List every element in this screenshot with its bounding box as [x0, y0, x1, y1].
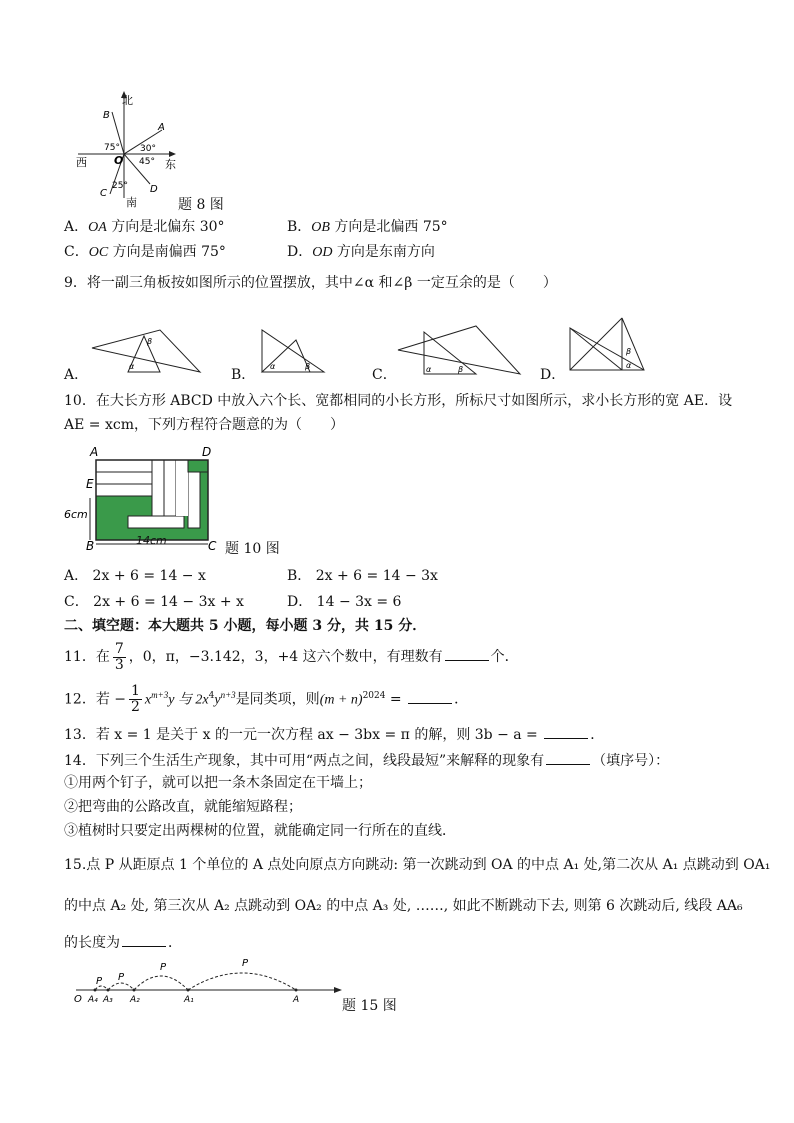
- q8-west-label: 西: [76, 156, 87, 169]
- q13-answer-blank[interactable]: [544, 724, 588, 739]
- svg-text:E: E: [86, 477, 94, 491]
- q8-angle-45: 45°: [139, 157, 155, 167]
- q9-option-c-label[interactable]: C．: [372, 367, 397, 383]
- q8-caption: 题 8 图: [178, 197, 224, 213]
- q8-angle-75: 75°: [104, 143, 120, 153]
- svg-text:α: α: [626, 361, 632, 370]
- q8-d-label: D: [150, 184, 158, 195]
- svg-text:6cm: 6cm: [64, 508, 88, 521]
- q10-option-a[interactable]: A． 2x + 6 = 14 − x: [64, 568, 206, 584]
- q9-figure-c[interactable]: [396, 324, 526, 378]
- q8-north-label: 北: [122, 94, 133, 107]
- svg-text:β: β: [305, 362, 311, 371]
- svg-text:D: D: [202, 445, 212, 459]
- q15-line1: 15.点 P 从距原点 1 个单位的 A 点处向原点方向跳动: 第一次跳动到 OA 的中点 A₁ 处,第二次从 A₁ 点跳动到 OA₁: [64, 857, 771, 873]
- q8-a-label: A: [158, 122, 165, 133]
- q14-item-3: ③植树时只要定出两棵树的位置，就能确定同一行所在的直线．: [64, 823, 456, 839]
- q11-answer-blank[interactable]: [445, 646, 489, 661]
- svg-text:A₃: A₃: [103, 995, 113, 1005]
- svg-text:A: A: [293, 995, 300, 1005]
- svg-text:B: B: [86, 539, 95, 552]
- q8-option-d[interactable]: D．OD 方向是东南方向: [287, 244, 435, 260]
- q8-angle-30: 30°: [140, 144, 156, 154]
- q8-option-c[interactable]: C．OC 方向是南偏西 75°: [64, 244, 226, 260]
- q8-compass-figure: [72, 88, 192, 210]
- q8-c-label: C: [100, 188, 107, 199]
- q12: 12．若 − $\frac{1}{2}$ $x^{m+3}y$ 与 $2x^4y^{n+3}$是同类项，则$(m + n)^{2024}$ = ．: [64, 683, 469, 716]
- svg-text:α: α: [426, 365, 432, 374]
- q10-caption: 题 10 图: [225, 541, 280, 557]
- q8-o-label: O: [114, 154, 124, 167]
- svg-text:P: P: [160, 962, 167, 973]
- svg-text:β: β: [147, 337, 153, 346]
- svg-text:A: A: [90, 445, 99, 459]
- q14-stem: 14．下列三个生活生产现象，其中可用“两点之间，线段最短”来解释的现象有 （填序号）：: [64, 750, 669, 770]
- q15-line2: 的中点 A₂ 处, 第三次从 A₂ 点跳动到 OA₂ 的中点 A₃ 处, ……, 如此不断跳动下去, 则第 6 次跳动后, 线段 AA₆: [64, 898, 743, 914]
- q11: 11．在 $\frac{7}{3}$ ，0，π，−3.142，3，+4 这六个数中，有理数有 个．: [64, 640, 519, 673]
- svg-text:P: P: [118, 972, 125, 983]
- q13: 13．若 x = 1 是关于 x 的一元一次方程 ax − 3bx = π 的解，则 3b − a = ．: [64, 724, 604, 744]
- q9-option-d-label[interactable]: D．: [540, 367, 566, 383]
- q11-fraction: $\frac{7}{3}$: [114, 640, 124, 673]
- q10-stem-line1: 10．在大长方形 ABCD 中放入六个长、宽都相同的小长方形，所标尺寸如图所示，求小长方形的宽 AE．设: [64, 393, 733, 409]
- q14-answer-blank[interactable]: [546, 750, 590, 765]
- svg-text:α: α: [270, 362, 276, 371]
- svg-text:P: P: [242, 958, 249, 969]
- q12-answer-blank[interactable]: [408, 689, 452, 704]
- section-2-heading: 二、填空题：本大题共 5 小题，每小题 3 分，共 15 分．: [64, 618, 427, 634]
- q15-answer-blank[interactable]: [122, 932, 166, 947]
- svg-text:O: O: [74, 994, 82, 1005]
- svg-text:β: β: [626, 347, 632, 356]
- svg-text:A₄: A₄: [88, 995, 98, 1005]
- q10-option-b[interactable]: B． 2x + 6 = 14 − 3x: [287, 568, 438, 584]
- svg-text:14cm: 14cm: [136, 534, 167, 547]
- q8-east-label: 东: [165, 158, 176, 171]
- svg-text:A₁: A₁: [184, 995, 194, 1005]
- q8-south-label: 南: [126, 196, 137, 209]
- q9-figure-d[interactable]: [566, 316, 648, 374]
- q15-caption: 题 15 图: [342, 998, 397, 1014]
- q10-stem-line2: AE = xcm，下列方程符合题意的为（ ）: [64, 417, 344, 433]
- svg-text:A₂: A₂: [130, 995, 140, 1005]
- q8-angle-25: 25°: [112, 181, 128, 191]
- q10-option-c[interactable]: C． 2x + 6 = 14 − 3x + x: [64, 594, 244, 610]
- svg-text:P: P: [96, 976, 103, 987]
- svg-text:α: α: [129, 362, 135, 371]
- q9-option-a-label[interactable]: A．: [64, 367, 89, 383]
- q14-item-2: ②把弯曲的公路改直，就能缩短路程；: [64, 799, 302, 815]
- q15-number-line-figure: [68, 952, 348, 1010]
- q9-option-b-label[interactable]: B．: [231, 367, 256, 383]
- q8-option-b[interactable]: B．OB 方向是北偏西 75°: [287, 219, 448, 235]
- q9-stem: 9．将一副三角板按如图所示的位置摆放，其中∠α 和∠β 一定互余的是（ ）: [64, 275, 557, 291]
- q8-option-a[interactable]: A．OA 方向是北偏东 30°: [64, 219, 225, 235]
- q9-figure-b[interactable]: [258, 326, 328, 376]
- q8-b-label: B: [103, 110, 110, 121]
- q9-figure-a[interactable]: [88, 326, 204, 378]
- svg-text:C: C: [208, 539, 217, 552]
- q10-rectangle-figure: [60, 440, 220, 552]
- q14-item-1: ①用两个钉子，就可以把一条木条固定在干墙上；: [64, 775, 372, 791]
- q10-option-d[interactable]: D． 14 − 3x = 6: [287, 594, 402, 610]
- svg-text:β: β: [458, 365, 464, 374]
- q15-line3: 的长度为 ．: [64, 932, 182, 952]
